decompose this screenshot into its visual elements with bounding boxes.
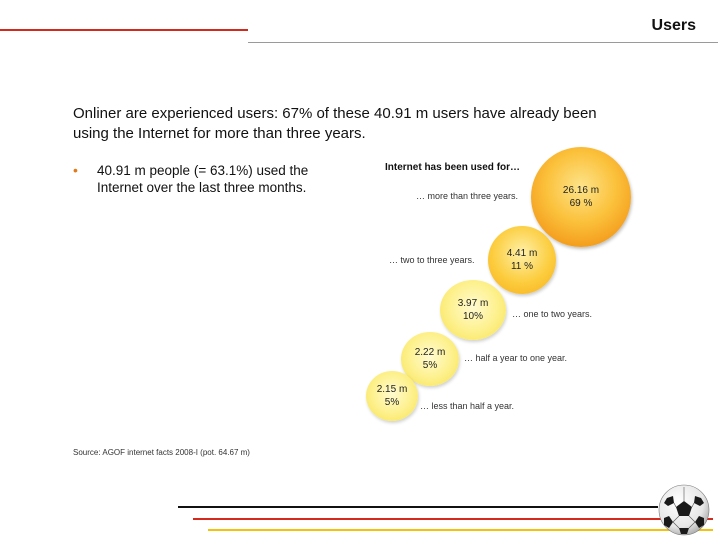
footer-black-rule xyxy=(178,506,658,508)
bullet-text: 40.91 m people (= 63.1%) used the Internet over the last three months. xyxy=(97,163,309,195)
bubble-value: 4.41 m xyxy=(506,248,538,259)
caption-more-than-three-years: … more than three years. xyxy=(416,191,519,201)
soccer-ball-icon xyxy=(658,484,710,536)
bubble-more-than-three-years xyxy=(531,147,631,247)
page-title: Users xyxy=(651,17,696,34)
caption-less-than-half-year: … less than half a year. xyxy=(420,401,515,411)
headline: Onliner are experienced users: 67% of these 40.91 m users have already been using the Internet for more than three years. xyxy=(73,105,597,142)
bubble-percent: 5% xyxy=(422,360,438,371)
chart-heading: Internet has been used for… xyxy=(385,162,521,173)
source-note: Source: AGOF internet facts 2008-I (pot. 64.67 m) xyxy=(73,448,250,457)
footer-red-rule xyxy=(193,518,713,520)
bubble-value: 3.97 m xyxy=(457,298,489,309)
header-gray-rule xyxy=(248,42,718,43)
bubble-percent: 69 % xyxy=(569,198,593,209)
bubble-percent: 5% xyxy=(384,397,400,408)
caption-two-to-three-years: … two to three years. xyxy=(389,255,475,265)
caption-half-year-to-one-year: … half a year to one year. xyxy=(464,353,568,363)
bubble-value: 2.15 m xyxy=(376,384,408,395)
header-red-rule xyxy=(0,29,248,31)
bubble-two-to-three-years xyxy=(488,226,556,294)
bubble-value: 26.16 m xyxy=(562,185,600,196)
caption-one-to-two-years: … one to two years. xyxy=(512,309,593,319)
bubble-percent: 10% xyxy=(462,311,483,322)
bullet-icon: • xyxy=(73,162,78,178)
bubble-percent: 11 % xyxy=(510,261,534,272)
footer-yellow-rule xyxy=(208,529,713,531)
bubble-less-than-half-year xyxy=(366,371,418,421)
bubble-value: 2.22 m xyxy=(414,347,446,358)
bubble-one-to-two-years xyxy=(440,280,506,340)
